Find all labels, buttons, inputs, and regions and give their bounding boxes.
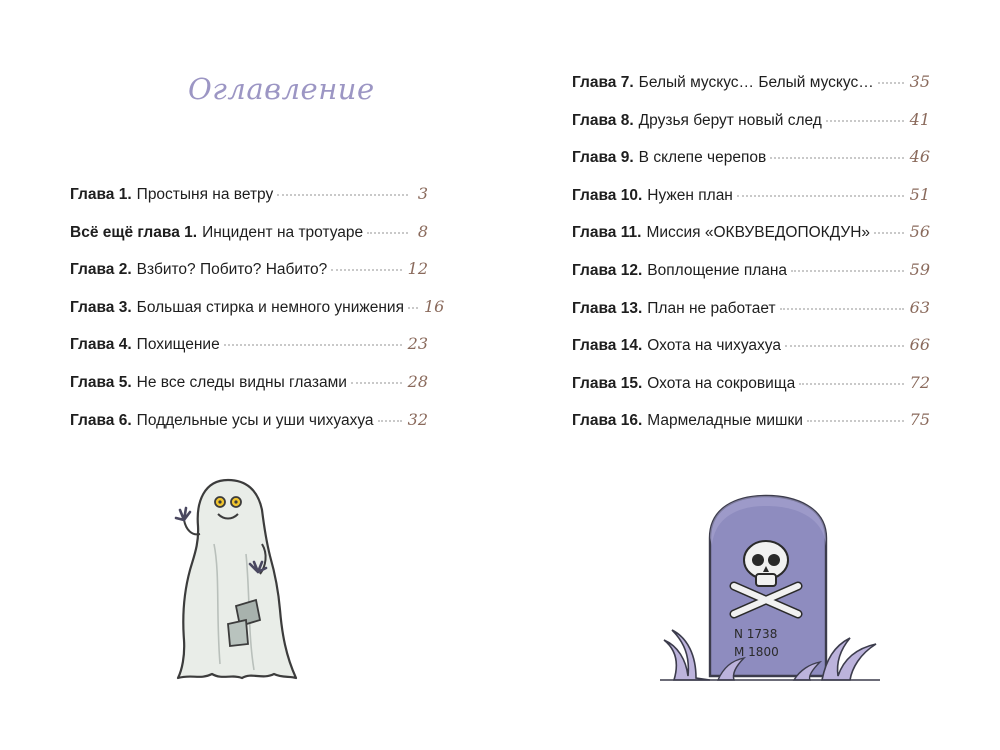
chapter-title: Нужен план (647, 186, 733, 204)
toc-entry[interactable] (572, 185, 930, 223)
chapter-title: Инцидент на тротуаре (202, 223, 364, 241)
chapter-label: Глава 15. (572, 374, 643, 392)
page-number: 41 (909, 109, 930, 129)
page-number: 16 (423, 296, 445, 316)
toc-entry[interactable] (572, 260, 930, 298)
dot-leader (878, 82, 904, 84)
chapter-label: Глава 12. (572, 261, 643, 279)
toc-entry[interactable] (70, 259, 428, 297)
page-number: 3 (417, 184, 428, 203)
page-number: 59 (909, 259, 930, 279)
dot-leader (331, 269, 401, 271)
toc-list-right (572, 72, 930, 448)
chapter-title: Взбито? Побито? Набито? (136, 261, 328, 279)
chapter-title: Большая стирка и немного унижения (136, 298, 404, 316)
chapter-label: Глава 13. (572, 299, 643, 317)
tombstone-icon (654, 490, 884, 690)
ghost-icon (170, 474, 300, 684)
toc-entry[interactable] (572, 335, 930, 373)
dot-leader (780, 308, 904, 310)
chapter-label: Глава 2. (70, 261, 132, 279)
chapter-title: Охота на сокровища (647, 374, 796, 392)
chapter-title: Похищение (136, 336, 220, 354)
dot-leader (770, 157, 903, 159)
chapter-label: Глава 1. (70, 186, 132, 203)
page-number: 46 (909, 147, 930, 167)
dot-leader (367, 232, 408, 234)
toc-entry[interactable] (70, 222, 428, 260)
chapter-label: Глава 3. (70, 298, 132, 316)
dot-leader (408, 307, 418, 309)
dot-leader (737, 195, 904, 197)
dot-leader (799, 383, 903, 385)
page-number: 28 (407, 371, 428, 391)
chapter-label: Глава 6. (70, 411, 132, 429)
page-number: 56 (909, 222, 930, 242)
chapter-title: Воплощение плана (647, 261, 788, 279)
chapter-title: Охота на чихуахуа (647, 337, 781, 355)
toc-entry[interactable] (572, 410, 930, 448)
toc-title: Оглавление (188, 72, 375, 106)
toc-entry[interactable] (572, 72, 930, 110)
page-number: 75 (909, 410, 930, 430)
toc-entry[interactable] (572, 147, 930, 185)
chapter-label: Глава 16. (572, 412, 643, 430)
toc-entry[interactable] (70, 410, 428, 448)
toc-entry[interactable] (70, 334, 428, 372)
page-number: 51 (909, 184, 930, 204)
dot-leader (785, 345, 904, 347)
page-number: 12 (407, 259, 428, 279)
chapter-title: Поддельные усы и уши чихуахуа (136, 411, 374, 429)
chapter-label: Всё ещё глава 1. (70, 223, 198, 241)
toc-list-left (70, 184, 445, 447)
toc-entry[interactable] (572, 222, 930, 260)
page-number: 32 (407, 409, 428, 429)
tombstone-line: N 1738 (734, 627, 778, 641)
chapter-label: Глава 9. (572, 149, 634, 167)
chapter-title: Не все следы видны глазами (136, 373, 347, 391)
page-number: 35 (909, 72, 930, 91)
chapter-label: Глава 4. (70, 336, 132, 354)
chapter-title: Друзья берут новый след (638, 111, 822, 129)
page-number: 72 (909, 372, 930, 392)
chapter-title: Миссия «ОКВУВЕДОПОКДУН» (646, 224, 871, 242)
dot-leader (224, 344, 402, 346)
toc-entry[interactable] (70, 296, 445, 335)
dot-leader (351, 382, 402, 384)
toc-entry[interactable] (572, 373, 930, 411)
dot-leader (874, 232, 904, 234)
dot-leader (277, 194, 408, 196)
chapter-title: План не работает (647, 299, 776, 317)
chapter-title: Мармеладные мишки (647, 412, 803, 430)
toc-entry[interactable] (572, 298, 930, 336)
chapter-label: Глава 10. (572, 186, 643, 204)
chapter-title: В склепе черепов (638, 149, 767, 167)
chapter-title: Простыня на ветру (136, 186, 274, 203)
page-number: 8 (417, 221, 428, 241)
chapter-label: Глава 14. (572, 337, 643, 355)
toc-entry[interactable] (70, 372, 428, 410)
dot-leader (378, 420, 402, 422)
dot-leader (826, 120, 904, 122)
chapter-title: Белый мускус… Белый мускус… (638, 74, 874, 91)
toc-entry[interactable] (70, 184, 428, 222)
chapter-label: Глава 11. (572, 224, 642, 242)
dot-leader (791, 270, 904, 272)
chapter-label: Глава 7. (572, 74, 634, 91)
dot-leader (807, 420, 904, 422)
page-number: 66 (909, 335, 930, 355)
toc-entry[interactable] (572, 110, 930, 148)
page-number: 63 (909, 297, 930, 317)
page-number: 23 (407, 334, 428, 354)
chapter-label: Глава 8. (572, 111, 634, 129)
tombstone-line: M 1800 (734, 645, 779, 659)
chapter-label: Глава 5. (70, 373, 132, 391)
